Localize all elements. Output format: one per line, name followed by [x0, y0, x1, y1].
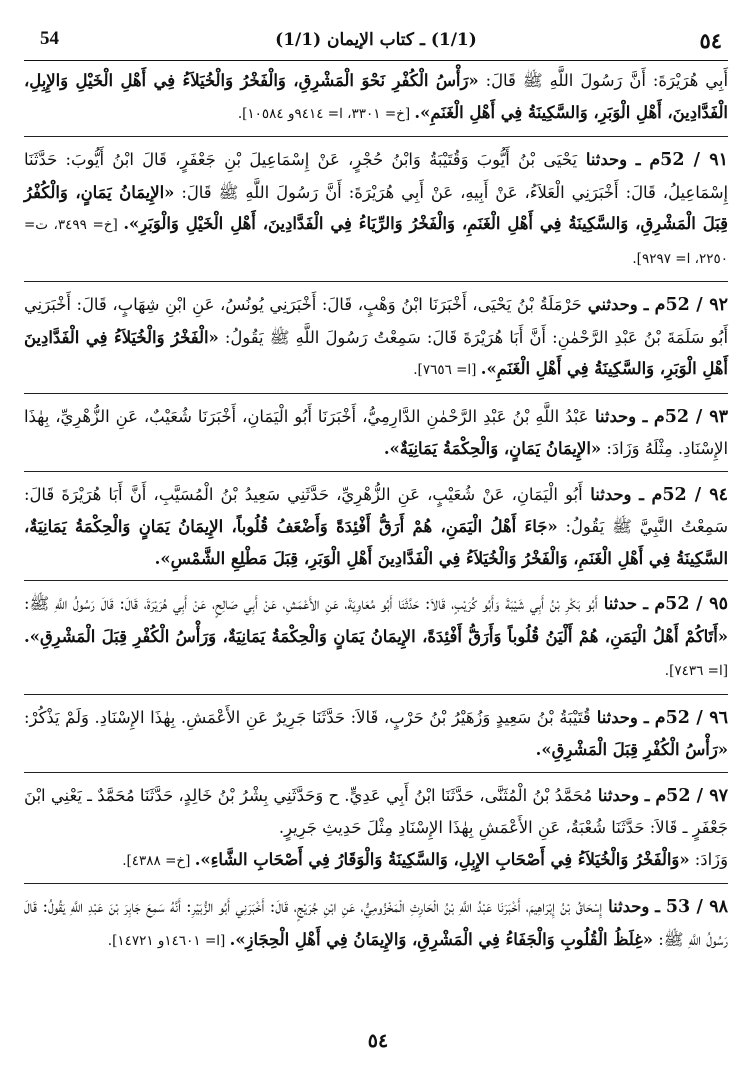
hadith-96: [24, 695, 728, 773]
hadith-opening: ـ حدثنا: [597, 594, 655, 613]
hadith-reference: [خ= ٣٣٠١، ا= ٩٤١٤و ١٠٥٨٤].: [237, 105, 415, 122]
hadith-text: أَبُو بَكْرِ بْنُ أَبِي شَيْبَةَ وَأَبُو كُرَيْبٍ، قَالاَ: حَدَّثَنَا أَبُو مُعَاوِيَةَ، عَنِ الأَعْمَشِ، عَنْ أَبِي صَالِحٍ، عَنْ أَبِي هُرَيْرَةَ، قَالَ: قَالَ رَسُولُ اللَّهِ ﷺ:: [24, 594, 598, 613]
hadith-opening: ـ وحدثنا: [602, 897, 666, 916]
hadith-matn: «غِلَظُ الْقُلُوبِ وَالْجَفَاءُ فِي الْمَشْرِقِ، وَالإِيمَانُ فِي أَهْلِ الْحِجَازِ».: [229, 929, 654, 949]
hadith-opening: ـ وحدثنا: [577, 150, 650, 169]
hadith-92: [24, 282, 728, 394]
hadith-97: [24, 773, 728, 885]
hadith-matn: «الْفَخْرُ وَالْخُيَلاَءُ فِي الْفَدَّادِينَ أَهْلِ الْوَبَرِ، وَالسَّكِينَةُ فِي أَهْلِ الْغَنَمِ».: [24, 327, 728, 378]
hadith-matn: «الإِيمَانُ يَمَانٍ، وَالْحِكْمَةُ يَمَانِيَةٌ».: [383, 439, 602, 458]
hadith-number: ٩١ / 52م: [649, 150, 729, 170]
page-body: [24, 65, 728, 963]
hadith-matn: «رَأْسُ الْكُفْرِ قِبَلَ الْمَشْرِقِ».: [535, 740, 728, 759]
hadith-91: [24, 137, 728, 282]
hadith-number: ٩٦ / 52م: [654, 707, 728, 728]
hadith-matn: «وَالْفَخْرُ وَالْخُيَلاَءُ فِي أَصْحَابِ الإِبِلِ، وَالسَّكِينَةُ وَالْوَقَارُ فِي أَصْحَابِ الشَّاءِ».: [194, 849, 690, 869]
hadith-reference: [خ= ٣٤٩٩، ت= ٢٢٥٠، ا= ٩٢٩٧].: [24, 217, 728, 267]
hadith-opening: ـ وحدثنا: [582, 484, 652, 504]
hadith-isnad: [24, 780, 728, 844]
hadith-number: ٩٤ / 52م: [651, 484, 728, 505]
hadith-98: [24, 884, 728, 963]
hadith-reference: [خ= ٤٣٨٨].: [122, 852, 195, 869]
hadith-matn: «جَاءَ أَهْلُ الْيَمَنِ، هُمْ أَرَقُّ أَفْئِدَةً وَأَضْعَفُ قُلُوباً، الإِيمَانُ يَمَانٍ وَالْحِكْمَةُ يَمَانِيَةٌ، السَّكِينَةُ فِي أَهْلِ الْغَنَمِ، وَالْفَخْرُ وَالْخُيَلاَءُ فِي الْفَدَّادِينَ أَهْلِ الْوَبَرِ، قِبَلَ مَطْلِعِ الشَّمْسِ».: [24, 517, 728, 568]
hadith-text: أَبِي هُرَيْرَةَ: أَنَّ رَسُولَ اللَّهِ ﷺ قَالَ:: [478, 71, 728, 90]
hadith-addition: [24, 844, 728, 878]
hadith-matn: «أَتَاكُمْ أَهْلُ الْيَمَنِ، هُمْ أَلْيَنُ قُلُوباً وَأَرَقُّ أَفْئِدَةً، الإِيمَانُ يَمَانٍ وَالْحِكْمَةُ يَمَانِيَةٌ، وَرَأْسُ الْكُفْرِ قِبَلَ الْمَشْرِقِ».: [24, 626, 728, 646]
page-header: [24, 26, 728, 61]
hadith-93: [24, 394, 728, 472]
hadith-text: يَحْيَى بْنُ أَيُّوبَ وَقُتَيْبَةُ وَابْنُ حُجْرٍ، عَنْ إِسْمَاعِيلَ بْنِ جَعْفَرٍ، قَالَ ابْنُ أَيُّوبَ: حَدَّثَنَا إِسْمَاعِيلُ، قَالَ: أَخْبَرَنِي الْعَلاَءُ، عَنْ أَبِيهِ، عَنْ أَبِي هُرَيْرَةَ: أَنَّ رَسُولَ اللَّهِ ﷺ قَالَ:: [24, 150, 728, 202]
hadith-text: أَبُو الْيَمَانِ، عَنْ شُعَيْبٍ، عَنِ الزُّهْرِيِّ، حَدَّثَنِي سَعِيدُ بْنُ الْمُسَيَّبِ، أَنَّ أَبَا هُرَيْرَةَ قَالَ: سَمِعْتُ النَّبِيَّ ﷺ يَقُولُ:: [24, 484, 728, 536]
hadith-opening: ـ وحدثنا: [592, 785, 656, 805]
hadith-opening: ـ وحدثني: [581, 295, 655, 314]
hadith-reference: [ا= ٧٦٥٦].: [413, 362, 481, 378]
hadith-matn: «الإِيمَانُ يَمَانٍ، وَالْكُفْرُ قِبَلَ الْمَشْرِقِ، وَالسَّكِينَةُ فِي أَهْلِ الْغَنَمِ، وَالْفَخْرُ وَالرِّيَاءُ فِي الْفَدَّادِينَ، أَهْلِ الْخَيْلِ وَالْوَبَرِ».: [24, 182, 728, 233]
hadith-continuation: [24, 65, 728, 137]
hadith-94: [24, 472, 728, 582]
hadith-text: إِسْحَاقُ بْنُ إِبْرَاهِيمَ، أَخْبَرَنَا عَبْدُ اللَّهِ بْنُ الْحَارِثِ الْمَخْزُومِيُّ، عَنِ ابْنِ جُرَيْجٍ، قَالَ: أَخْبَرَنِي أَبُو الزُّبَيْرِ: أَنَّهُ سَمِعَ جَابِرَ بْنَ عَبْدِ اللَّهِ يَقُولُ: قَالَ رَسُولُ اللَّهِ ﷺ:: [24, 897, 728, 949]
hadith-number: ٩٧ / 52م: [655, 785, 728, 806]
page-footer-number: ٥٤: [367, 1030, 389, 1052]
hadith-opening: ـ وحدثنا: [590, 707, 655, 727]
hadith-number: ٩٥ / 52م: [654, 594, 728, 614]
hadith-text: عَبْدُ اللَّهِ بْنُ عَبْدِ الرَّحْمٰنِ الدَّارِمِيُّ، أَخْبَرَنَا أَبُو الْيَمَانِ، أَخْبَرَنَا شُعَيْبٌ، عَنِ الزُّهْرِيِّ، بِهٰذَا الإِسْنَادِ. مِثْلَهُ وَزَادَ:: [24, 406, 728, 458]
hadith-number: ٩٣ / 52م: [653, 406, 728, 427]
hadith-reference: [ا= ٧٤٣٦].: [664, 663, 728, 679]
hadith-text: قُتَيْبَةُ بْنُ سَعِيدٍ وَزُهَيْرُ بْنُ حَرْبٍ، قَالاَ: حَدَّثَنَا جَرِيرٌ عَنِ الأَعْمَشِ. بِهٰذَا الإِسْنَادِ. وَلَمْ يَذْكُرْ:: [24, 707, 591, 727]
hadith-text: حَرْمَلَةُ بْنُ يَحْيَى، أَخْبَرَنَا ابْنُ وَهْبٍ، قَالَ: أَخْبَرَنِي يُونُسُ، عَنِ ابْنِ شِهَابٍ، قَالَ: أَخْبَرَنِي أَبُو سَلَمَةَ بْنُ عَبْدِ الرَّحْمٰنِ: أَنَّ أَبَا هُرَيْرَةَ قَالَ: سَمِعْتُ رَسُولَ اللَّهِ ﷺ يَقُولُ:: [24, 295, 729, 347]
hadith-number: ٩٨ / 53: [665, 897, 729, 917]
page-number-arabic: ٥٤: [699, 28, 722, 53]
hadith-extra-text: وَزَادَ:: [689, 849, 728, 869]
hadith-95: [24, 581, 728, 695]
page-title: (1/1) ـ كتاب الإيمان (1/1): [275, 30, 477, 50]
page-number-latin: 54: [40, 28, 59, 49]
hadith-opening: ـ وحدثنا: [588, 406, 654, 426]
hadith-matn: «رَأْسُ الْكُفْرِ نَحْوَ الْمَشْرِقِ، وَالْفَخْرُ وَالْخُيَلاَءُ فِي أَهْلِ الْخَيْلِ وَالإِبِلِ، الْفَدَّادِينَ، أَهْلِ الْوَبَرِ، وَالسَّكِينَةُ فِي أَهْلِ الْغَنَمِ».: [24, 71, 728, 122]
hadith-text: مُحَمَّدُ بْنُ الْمُثَنَّى، حَدَّثَنَا ابْنُ أَبِي عَدِيٍّ. ح وَحَدَّثَنِي بِشْرُ بْنُ خَالِدٍ، حَدَّثَنَا مُحَمَّدٌ ـ يَعْنِي ابْنَ جَعْفَرٍ ـ قَالاَ: حَدَّثَنَا شُعْبَةُ، عَنِ الأَعْمَشِ بِهٰذَا الإِسْنَادِ مِثْلَ حَدِيثِ جَرِيرٍ.: [24, 785, 728, 837]
hadith-number: ٩٢ / 52م: [654, 295, 728, 315]
hadith-reference: [ا= ١٤٦٠١و ١٤٧٢١].: [107, 932, 230, 949]
